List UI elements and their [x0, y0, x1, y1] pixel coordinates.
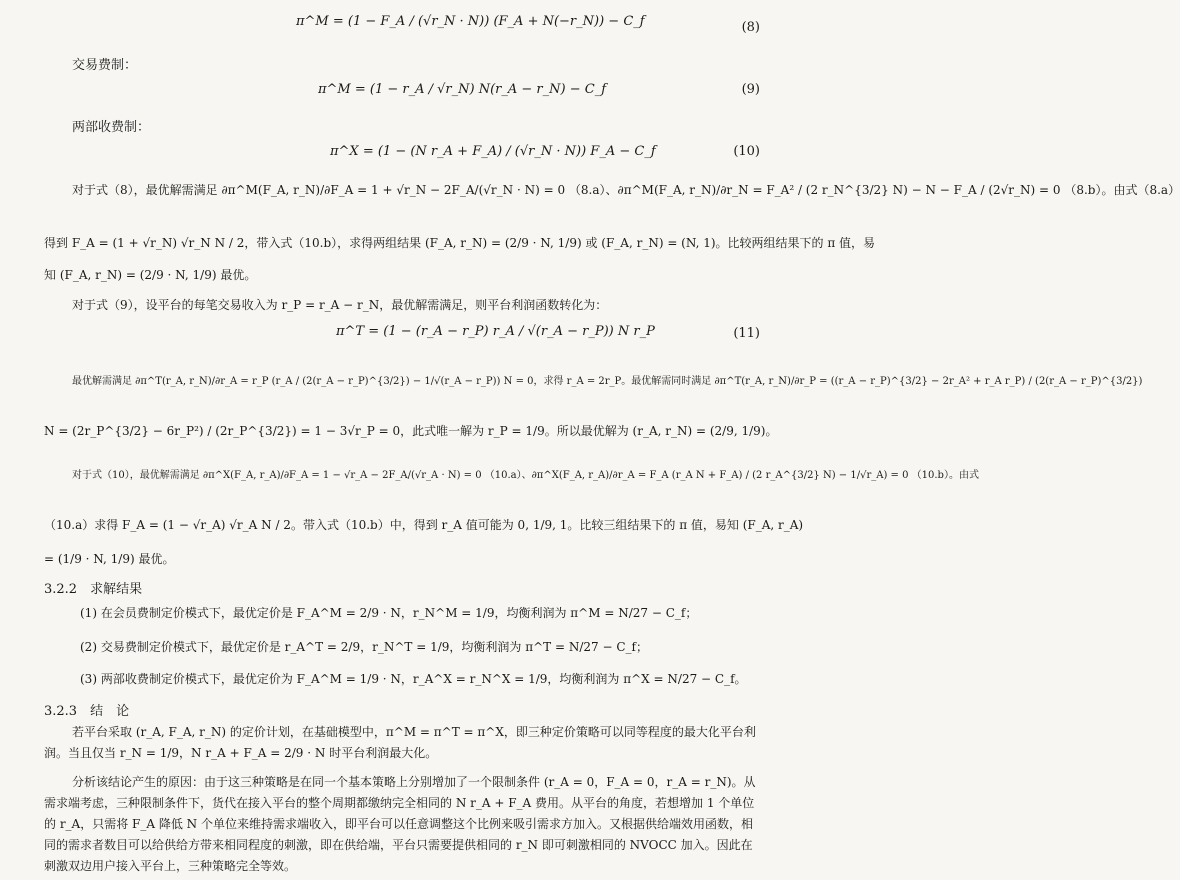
equation-11-number: (11) [733, 326, 760, 341]
paragraph-8-line-3: 知 (F_A, r_N) = (2/9 · N, 1/9) 最优。 [44, 268, 257, 282]
paragraph-10-line-3: = (1/9 · N, 1/9) 最优。 [44, 552, 175, 566]
section-3-2-2-heading: 3.2.2 求解结果 [44, 582, 143, 597]
paragraph-8-line-1: 对于式（8），最优解需满足 ∂π^M(F_A, r_N)/∂F_A = 1 + √r_N − 2F_A/(√r_N · N) = 0 （8.a）、∂π^M(F_A, r_N)/∂r_N = F_A² / (2 r_N^{3/2} N) − N − F_A / (2√r_N) = 0 （8.b）。由式（8.a） [72, 183, 1180, 197]
paragraph-10-line-2: （10.a）求得 F_A = (1 − √r_A) √r_A N / 2。带入式（10.b）中，得到 r_A 值可能为 0, 1/9, 1。比较三组结果下的 π 值，易知 (F_A, r_A) [44, 518, 804, 532]
paragraph-8-line-2: 得到 F_A = (1 + √r_N) √r_N N / 2，带入式（10.b），求得两组结果 (F_A, r_N) = (2/9 · N, 1/9) 或 (F_A, r_N) = (N, 1)。比较两组结果下的 π 值，易 [44, 236, 876, 250]
two-part-fee-heading: 两部收费制： [72, 120, 151, 135]
analysis-paragraph: 分析该结论产生的原因：由于这三种策略是在同一个基本策略上分别增加了一个限制条件 (r_A = 0，F_A = 0，r_A = r_N)。从需求端考虑，三种限制条件下，货代在接入平台的整个周期都缴纳完全相同的 N r_A + F_A 费用。从平台的角度，若想增加 1 个单位的 r_A，只需将 F_A 降低 N 个单位来维持需求端收入，即平台可以任意调整这个比例来吸引需求方加入。又根据供给端效用函数，相同的需求者数目可以给供给方带来相同程度的刺激，即在供给端，平台只需要提供相同的 r_N 即可刺激相同的 NVOCC 加入。因此在刺激双边用户接入平台上，三种策略完全等效。 [44, 775, 756, 873]
equation-9-number: (9) [741, 82, 760, 97]
equation-9: π^M = (1 − r_A / √r_N) N(r_A − r_N) − C_f [318, 82, 607, 97]
transaction-fee-heading: 交易费制： [72, 58, 138, 73]
paragraph-9-line-2: 最优解需满足 ∂π^T(r_A, r_N)/∂r_A = r_P (r_A / (2(r_A − r_P)^{3/2}) − 1/√(r_A − r_P)) N = 0，求得 r_A = 2r_P。最优解需同时满足 ∂π^T(r_A, r_N)/∂r_P = ((r_A − r_P)^{3/2} − 2r_A² + r_A r_P) / (2(r_A − r_P)^{3/2}) [72, 376, 1143, 387]
equation-8-number: (8) [741, 20, 760, 35]
paragraph-8-solution [44, 180, 1180, 201]
result-item-1: (1) 在会员费制定价模式下，最优定价是 F_A^M = 2/9 · N，r_N^M = 1/9，均衡利润为 π^M = N/27 − C_f； [80, 606, 698, 620]
equation-8: π^M = (1 − F_A / (√r_N · N)) (F_A + N(−r_N)) − C_f [296, 14, 645, 29]
result-item-3: (3) 两部收费制定价模式下，最优定价为 F_A^M = 1/9 · N，r_A^X = r_N^X = 1/9，均衡利润为 π^X = N/27 − C_f。 [80, 672, 747, 686]
result-item-2: (2) 交易费制定价模式下，最优定价是 r_A^T = 2/9，r_N^T = 1/9，均衡利润为 π^T = N/27 − C_f； [80, 640, 648, 654]
paragraph-10-line-1: 对于式（10），最优解需满足 ∂π^X(F_A, r_A)/∂F_A = 1 − √r_A − 2F_A/(√r_A · N) = 0 （10.a）、∂π^X(F_A, r_A)/∂r_A = F_A (r_A N + F_A) / (2 r_A^{3/2} N) − 1/√r_A) = 0 （10.b）。由式 [72, 470, 979, 481]
equation-11: π^T = (1 − (r_A − r_P) r_A / √(r_A − r_P)) N r_P [336, 324, 655, 339]
paragraph-9-line-1: 对于式（9），设平台的每笔交易收入为 r_P = r_A − r_N，最优解需满足，则平台利润函数转化为： [72, 298, 608, 312]
equation-10: π^X = (1 − (N r_A + F_A) / (√r_N · N)) F_A − C_f [330, 144, 656, 159]
section-3-2-3-heading: 3.2.3 结 论 [44, 704, 130, 719]
equation-10-number: (10) [733, 144, 760, 159]
paragraph-9-line-3: N = (2r_P^{3/2} − 6r_P²) / (2r_P^{3/2}) = 1 − 3√r_P = 0，此式唯一解为 r_P = 1/9。所以最优解为 (r_A, r_N) = (2/9, 1/9)。 [44, 424, 778, 438]
conclusion-paragraph: 若平台采取 (r_A, F_A, r_N) 的定价计划，在基础模型中，π^M = π^T = π^X，即三种定价策略可以同等程度的最大化平台利润。当且仅当 r_N = 1/9，N r_A + F_A = 2/9 · N 时平台利润最大化。 [44, 725, 756, 760]
